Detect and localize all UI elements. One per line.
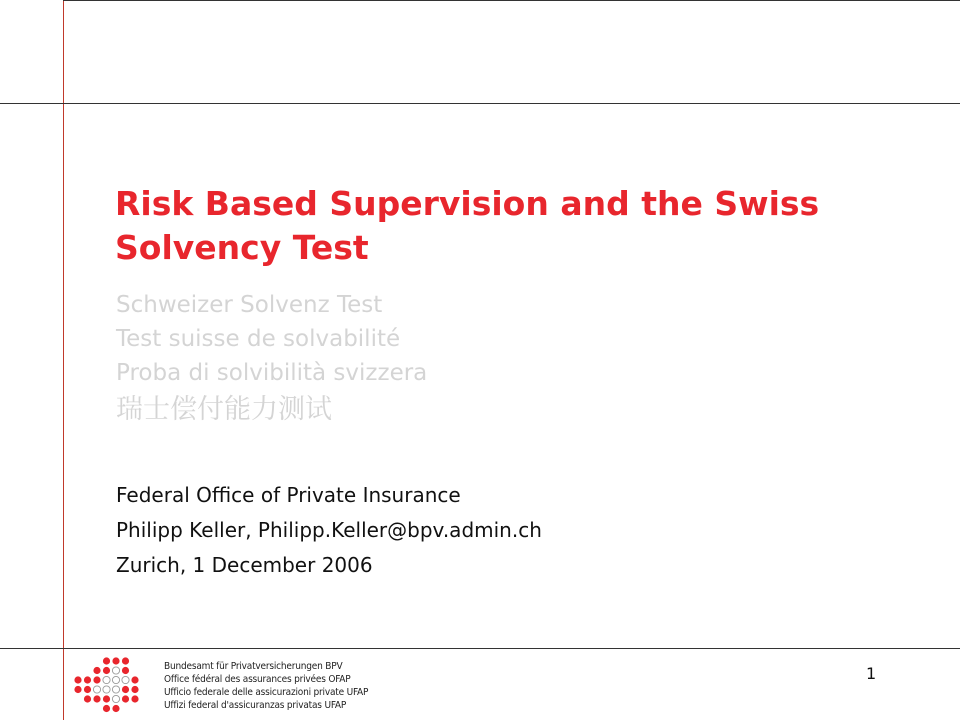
page-number: 1 (866, 664, 877, 683)
title-translations (116, 288, 816, 430)
translation-german: Schweizer Solvenz Test (116, 292, 383, 318)
top-border-line (63, 0, 960, 1)
swiss-cross-dot-grid-icon (72, 656, 160, 718)
logo-dot (112, 695, 119, 702)
translation-french: Test suisse de solvabilité (116, 326, 401, 352)
logo-dot (103, 676, 110, 683)
logo-dot (122, 667, 129, 674)
logo-dot (122, 695, 129, 702)
logo-dot (103, 695, 110, 702)
logo-dot (93, 695, 100, 702)
slide-title: Risk Based Supervision and the Swiss Solvency Test (115, 184, 820, 267)
logo-dot (93, 667, 100, 674)
logo-dot (131, 676, 138, 683)
presenter-info (116, 478, 876, 583)
translation-italian: Proba di solvibilità svizzera (116, 360, 428, 386)
logo-dot (112, 676, 119, 683)
presenter-line: Philipp Keller, Philipp.Keller@bpv.admin.ch (116, 518, 542, 542)
location-date-line: Zurich, 1 December 2006 (116, 553, 373, 577)
logo-line-romansh: Uffizi federal d'assicuranzas privatas UFAP (164, 700, 347, 711)
logo-dot (103, 705, 110, 712)
logo-dot (84, 676, 91, 683)
logo-dot (112, 686, 119, 693)
translation-chinese: 瑞士偿付能力测试 (116, 394, 332, 425)
logo-text (164, 660, 368, 712)
vertical-accent-line (63, 0, 64, 720)
bpv-logo (72, 656, 372, 718)
logo-dot (74, 676, 81, 683)
logo-dot (103, 667, 110, 674)
header-divider-line (0, 103, 960, 104)
logo-dot (93, 676, 100, 683)
logo-dot (112, 667, 119, 674)
logo-dot (112, 705, 119, 712)
logo-line-french: Office fédéral des assurances privées OFAP (164, 674, 351, 685)
logo-dot (122, 657, 129, 664)
logo-dot (131, 686, 138, 693)
logo-line-italian: Ufficio federale delle assicurazioni private UFAP (164, 687, 369, 698)
logo-dot (84, 686, 91, 693)
logo-dot (131, 695, 138, 702)
organization-line: Federal Office of Private Insurance (116, 483, 461, 507)
logo-dot (122, 686, 129, 693)
logo-dot (112, 657, 119, 664)
logo-line-german: Bundesamt für Privatversicherungen BPV (164, 661, 343, 672)
footer-divider-line (0, 648, 960, 649)
logo-dot (84, 695, 91, 702)
logo-dot (103, 686, 110, 693)
logo-dot (122, 676, 129, 683)
logo-dot (103, 657, 110, 664)
logo-dot (74, 686, 81, 693)
logo-dot (93, 686, 100, 693)
